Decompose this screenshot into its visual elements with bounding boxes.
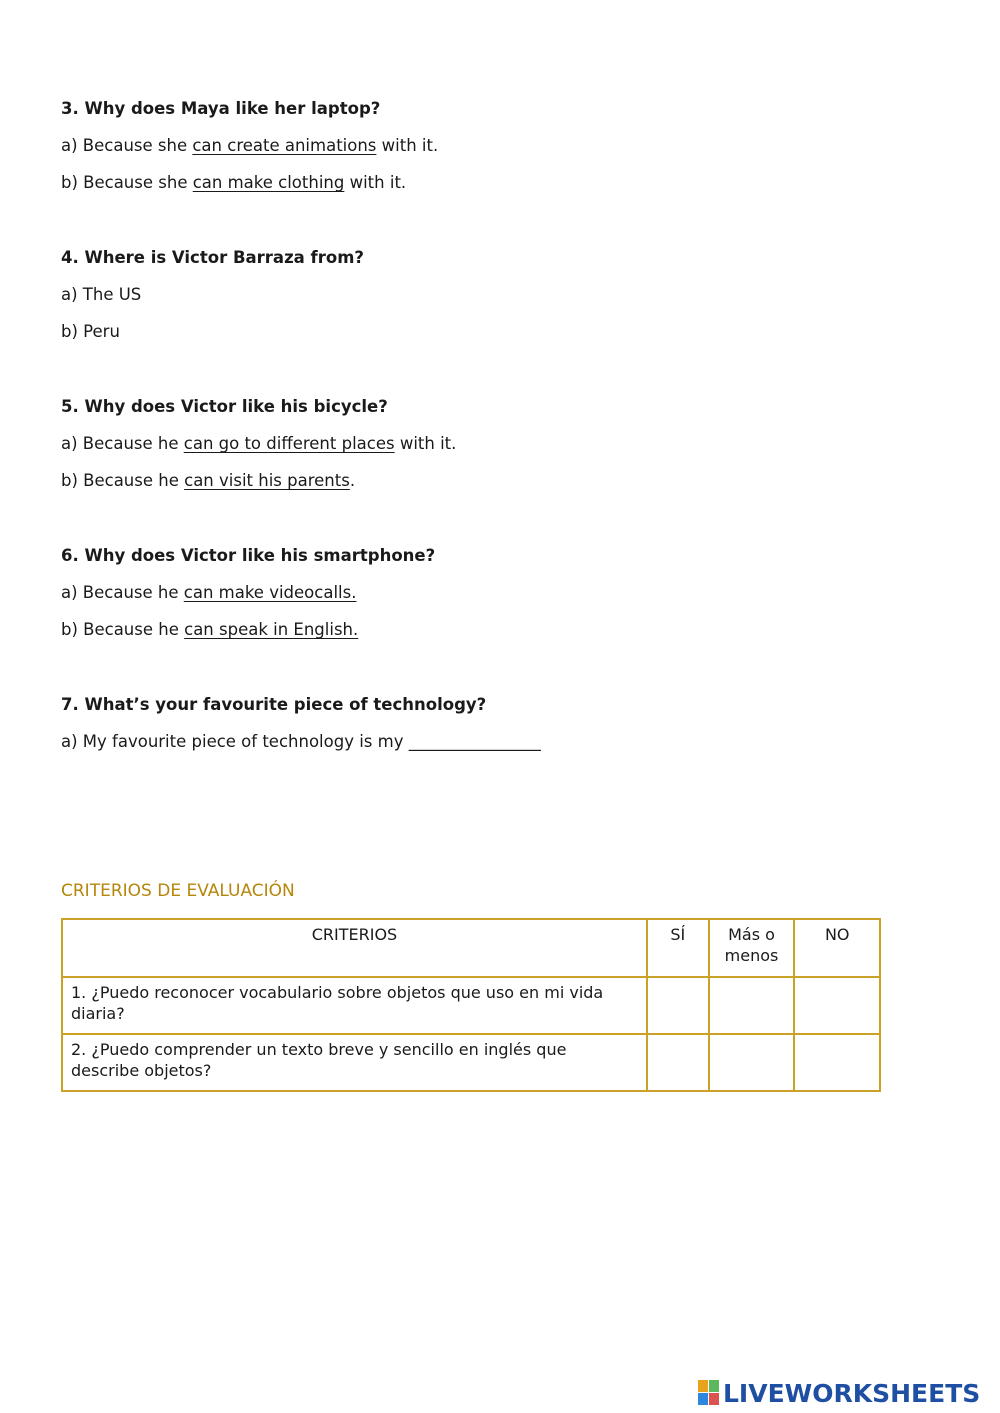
option-b-answer: can visit his parents (184, 471, 350, 490)
question-5-option-a[interactable] (61, 433, 456, 455)
question-3-prompt: 3. Why does Maya like her laptop? (61, 99, 381, 118)
option-a-suffix: with it. (376, 136, 439, 155)
option-a-answer: can go to different places (183, 434, 395, 453)
option-b-prefix: b) Because he (61, 620, 185, 639)
evaluation-table (61, 918, 881, 1092)
question-4-prompt: 4. Where is Victor Barraza from? (61, 248, 364, 267)
option-b-suffix: . (349, 471, 356, 490)
liveworksheets-logo[interactable] (698, 1378, 980, 1408)
header-mas-o-menos: Más o menos (709, 919, 795, 977)
question-6-option-a[interactable] (61, 582, 356, 604)
header-no: NO (794, 919, 880, 977)
logo-text: LIVEWORKSHEETS (723, 1378, 981, 1408)
table-row (62, 977, 880, 1034)
option-b-answer: can speak in English. (184, 620, 359, 639)
checkbox-no[interactable] (794, 1034, 880, 1091)
criterion-text: 1. ¿Puedo reconocer vocabulario sobre objetos que uso en mi vida diaria? (62, 977, 647, 1034)
question-4-option-a[interactable]: a) The US (61, 285, 142, 304)
question-6-prompt: 6. Why does Victor like his smartphone? (61, 546, 436, 565)
question-3-option-b[interactable] (61, 172, 406, 194)
option-a-suffix: with it. (394, 434, 457, 453)
evaluation-title: CRITERIOS DE EVALUACIÓN (61, 881, 295, 901)
option-a-answer: can make videocalls. (183, 583, 357, 602)
table-row (62, 1034, 880, 1091)
question-4-option-b[interactable]: b) Peru (61, 322, 120, 341)
checkbox-si[interactable] (647, 977, 709, 1034)
option-a-prefix: a) Because he (61, 583, 184, 602)
option-b-answer: can make clothing (192, 173, 345, 192)
question-6-option-b[interactable] (61, 619, 358, 641)
question-3-option-a[interactable] (61, 135, 438, 157)
header-criterios: CRITERIOS (62, 919, 647, 977)
option-b-prefix: b) Because she (61, 173, 193, 192)
question-5-option-b[interactable] (61, 470, 355, 492)
criterion-text: 2. ¿Puedo comprender un texto breve y sencillo en inglés que describe objetos? (62, 1034, 647, 1091)
header-si: SÍ (647, 919, 709, 977)
option-a-prefix: a) Because he (61, 434, 184, 453)
liveworksheets-logo-icon (698, 1380, 720, 1406)
checkbox-mas-o-menos[interactable] (709, 977, 795, 1034)
checkbox-si[interactable] (647, 1034, 709, 1091)
option-b-prefix: b) Because he (61, 471, 185, 490)
option-b-suffix: with it. (344, 173, 407, 192)
table-header-row (62, 919, 880, 977)
question-5-prompt: 5. Why does Victor like his bicycle? (61, 397, 388, 416)
question-7-prompt: 7. What’s your favourite piece of technology? (61, 695, 487, 714)
checkbox-mas-o-menos[interactable] (709, 1034, 795, 1091)
option-a-prefix: a) Because she (61, 136, 193, 155)
checkbox-no[interactable] (794, 977, 880, 1034)
option-a-answer: can create animations (192, 136, 377, 155)
question-7-answer-field[interactable]: a) My favourite piece of technology is my ________________ (61, 732, 541, 751)
